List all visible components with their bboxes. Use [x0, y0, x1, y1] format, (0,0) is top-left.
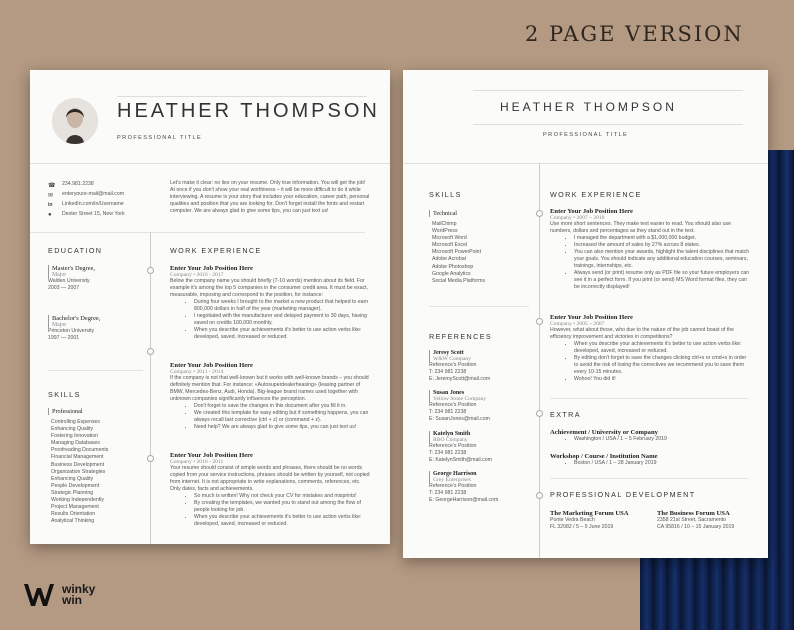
skill-item: Project Management — [51, 504, 99, 511]
section-divider — [30, 232, 365, 233]
timeline-dot — [536, 410, 543, 417]
winkywin-logo-icon — [22, 582, 56, 608]
skill-item: Controlling Expenses — [51, 419, 101, 425]
job-bullet: • When you describe your achievements it's better to use action verbs like: developed, saved, increased or reduced. — [194, 327, 370, 341]
timeline-dot — [147, 348, 154, 355]
section-divider — [550, 478, 748, 479]
extra-heading: EXTRA — [550, 410, 581, 419]
education-heading: EDUCATION — [48, 246, 103, 255]
skill-item: Enhancing Quality — [51, 426, 94, 433]
resume-name: HEATHER THOMPSON — [117, 100, 380, 122]
job-entry: Enter Your Job Position Here Company • 2016 - 2017 Below the company name you should briefly (7-10 words) mention about its field. For example it's among the top 5 companies in the consumer credit area. It must be exact, measurable, imposing and correspond to the position, for instance: • During four weeks I brought to the market a new product that helped to earn 800,000 dollars in half of the year (marketing manager). • I negotiated with the manufacturer and delayed payment to 30 days, having saved on credits 100,000 monthly. • When you describe your achievements it's better to use action verbs like: developed, saved, increased or reduced. — [170, 265, 370, 341]
timeline-dot — [147, 455, 154, 462]
skill-item: Analytical Thinking — [51, 518, 95, 525]
skill-item: Business Development — [51, 461, 105, 468]
skill-item: Financial Management — [51, 454, 104, 461]
skill-item: Microsoft Excel — [432, 242, 468, 249]
section-divider — [48, 370, 143, 371]
job-bullet: • Always send (or print) resume only as PDF file so your future employers can see it in a perfect form. If you print (or send) MS Word format files, they can be incorrectly displayed! — [574, 270, 750, 291]
header-divider — [30, 163, 390, 164]
skills-group-label: Technical — [429, 210, 457, 217]
reference-email: E: GeorgeHarrison@mail.com — [429, 497, 499, 504]
education-entry: Bachelor's Degree, Major Princeton University 1997 — 2001 — [48, 315, 143, 342]
timeline-dot — [536, 492, 543, 499]
extra-entry: Workshop / Course / Institution Name • Boston / USA / 1 – 28 January 2019 — [550, 453, 750, 467]
reference-entry — [429, 390, 529, 423]
pd-entry: The Business Forum USA 2358 21st Street, Sacramento CA 95816 / 10 – 15 January 2019 — [657, 510, 735, 531]
header-rule — [473, 124, 743, 125]
header-rule — [117, 96, 367, 97]
contact-email: ✉ enteryoure-mail@mail.com — [48, 191, 125, 199]
extra-entry: Achievement / University or Company • Washington / USA / 1 – 5 February 2019 — [550, 429, 750, 443]
skill-item: Organization Strategies — [51, 468, 106, 475]
skills-list — [432, 221, 485, 285]
skill-item: Social Media Platforms — [432, 277, 486, 284]
job-bullet: • When you describe your achievements it's better to use action verbs like: developed, saved, increased or reduced. — [574, 341, 750, 355]
pd-entry: The Marketing Forum USA Ponte Vedra Beach FL 32082 / 5 – 5 June 2019 — [550, 510, 629, 531]
timeline-dot — [147, 267, 154, 274]
brand-logo — [22, 582, 95, 608]
contact-block — [48, 180, 125, 220]
reference-phone: T: 234 981 2238 — [429, 369, 467, 376]
resume-page-1 — [30, 70, 390, 544]
reference-company: Grey Enterprises — [429, 477, 529, 483]
contact-address: ● Dexter Street 15, New York — [48, 211, 125, 218]
reference-position: Reference's Position — [429, 482, 477, 489]
summary-text: Let's make it clear: no lies on your resume. Only true information. You will get the job! At once if you don't show your real worthiness – it will be more difficult to do it while interviewing. A resume is your story that includes your education, career path, personal qualities and position that you are looking for. Don't forget install the fonts and restart computer. We are always glad to give some tips, you can just text us! — [170, 180, 370, 215]
reference-entry — [429, 431, 529, 464]
profile-photo — [52, 98, 98, 144]
job-bullet: • I managed the department with a $1,000,000 budget. — [574, 235, 750, 242]
mail-icon: ✉ — [48, 192, 54, 199]
skill-item: Proofreading Documents — [51, 447, 109, 454]
contact-linkedin: in LinkedIn.com/in/Username — [48, 201, 124, 208]
reference-phone: T: 234 981 2238 — [429, 489, 467, 496]
skill-item: Results Orientation — [51, 511, 96, 518]
professional-title: PROFESSIONAL TITLE — [117, 135, 203, 141]
header-rule — [473, 90, 743, 91]
linkedin-icon: in — [48, 202, 53, 208]
job-bullet: • Increased the amount of sales by 27% across 8 states. — [574, 242, 750, 249]
section-divider — [550, 398, 748, 399]
reference-name: Katelyn Smith — [429, 431, 529, 437]
reference-phone: T: 234 981 2238 — [429, 409, 467, 416]
skill-item: Adobe Photoshop — [432, 263, 474, 270]
skills-list — [51, 419, 108, 525]
skill-item: Microsoft Word — [432, 235, 467, 242]
job-entry: Enter Your Job Position Here Company • 2007 – 2010 Use more short sentences. They make text easier to read. You should also use numbers, dollars and percentages as they stand out in the text. • I managed the department with a $1,000,000 budget. • Increased the amount of sales by 27% across 8 states. • You can also mention your awards, highlight the talent disciplines that match your goals. You should indicate any additional education courses, seminars, trainings, internships, etc. • Always send (or print) resume only as PDF file so your future employers can see it in a perfect form. If you print (or send) MS Word format files, they can be incorrectly displayed! — [550, 208, 750, 291]
work-heading: WORK EXPERIENCE — [550, 190, 642, 199]
reference-email: E: KatelynSmith@mail.com — [429, 456, 492, 463]
reference-position: Reference's Position — [429, 362, 477, 368]
skill-item: MailChimp — [432, 221, 457, 227]
section-divider — [429, 306, 529, 307]
job-bullet: • I negotiated with the manufacturer and delayed payment to 30 days, having saved on credits 100,000 monthly. — [194, 313, 370, 327]
reference-email: E: JeremyScott@mail.com — [429, 376, 491, 383]
timeline-line — [150, 232, 151, 544]
professional-title: PROFESSIONAL TITLE — [543, 132, 629, 138]
skill-item: Google Analytics — [432, 270, 471, 277]
skill-item: WordPress — [432, 228, 458, 235]
skills-group-label: Professional — [48, 408, 83, 415]
skill-item: Adobe Acrobat — [432, 256, 467, 263]
job-bullet: • Wohoo! You did it! — [574, 376, 750, 383]
job-bullet: • We created this template for easy editing but if something happens, you can always recall last corrective (ctrl + z) or (command + z). — [194, 410, 370, 424]
reference-position: Reference's Position — [429, 442, 477, 449]
header-divider — [403, 163, 768, 164]
reference-company: Yellow Stone Company — [429, 396, 529, 402]
contact-phone: ☎ 234.981.2238 — [48, 181, 94, 189]
reference-entry — [429, 471, 529, 504]
resume-page-2 — [403, 70, 768, 558]
professional-development-heading: PROFESSIONAL DEVELOPMENT — [550, 490, 696, 499]
job-bullet: • You can also mention your awards, highlight the talent disciplines that match your goals. You should indicate any additional education courses, seminars, trainings, internships, etc. — [574, 249, 750, 270]
job-bullet: • When you describe your achievements it's better to use action verbs like: developed, saved, increased or reduced. — [194, 514, 370, 528]
references-list — [429, 350, 529, 511]
reference-name: Susan Jones — [429, 390, 529, 396]
phone-icon: ☎ — [48, 182, 56, 189]
brand-name-line1: winky — [62, 582, 96, 596]
reference-company: W&W Company — [429, 356, 529, 362]
skill-item: Strategic Planning — [51, 489, 94, 496]
skill-item: Microsoft PowerPoint — [432, 249, 482, 256]
skills-heading: SKILLS — [48, 390, 81, 399]
banner-title: 2 PAGE VERSION — [525, 22, 744, 46]
reference-company: RBO Company — [429, 437, 529, 443]
work-heading: WORK EXPERIENCE — [170, 246, 262, 255]
resume-name: HEATHER THOMPSON — [500, 100, 677, 114]
references-heading: REFERENCES — [429, 332, 493, 341]
brand-name-line2: win — [62, 593, 82, 607]
timeline-dot — [536, 318, 543, 325]
job-entry: Enter Your Job Position Here Company • 2010 - 2011 Your resume should consist of simple words and phrases, there should be no words copied from your service instructions, phrases should be written by yourself, not copied from internet. It is not appropriate to write explanations, comments, references, etc. Only dates, facts and achievements. • So much is written! Why not check your CV for mistakes and misprints! • By creating the templates, we wanted you to stand out among the flow of people looking for job. • When you describe your achievements it's better to use action verbs like: developed, saved, increased or reduced. — [170, 452, 370, 528]
skill-item: Managing Databases — [51, 440, 101, 447]
skill-item: Enhancing Quality — [51, 475, 94, 482]
reference-name: George Harrison — [429, 471, 529, 477]
skills-heading: SKILLS — [429, 190, 462, 199]
job-bullet: • So much is written! Why not check your CV for mistakes and misprints! — [194, 493, 370, 500]
timeline-dot — [536, 210, 543, 217]
education-entry: Master's Degree, Major Walden University 2003 — 2007 — [48, 265, 143, 292]
job-bullet: • By creating the templates, we wanted you to stand out among the flow of people looking for job. — [194, 500, 370, 514]
job-entry: Enter Your Job Position Here Company • 2011 - 2014 If the company is not that well-known but it works with well-known brands – you should definitely mention that. For instance: «Autosuperdealerheasing» (leasing partner of BMW, Mercedes-Benz, Audi, Honda). Big-league brand names used together with unknown companies significantly influences the perception. • Don't forget to save the changes in this document after you fill it in. • We created this template for easy editing but if something happens, you can always recall last corrective (ctrl + z) or (command + z). • Need help? We are always glad to give some tips, you can just text us! — [170, 362, 370, 431]
location-pin-icon: ● — [48, 212, 52, 218]
reference-entry — [429, 350, 529, 383]
reference-phone: T: 234 981 2238 — [429, 449, 467, 456]
skill-item: Working Independently — [51, 497, 104, 504]
job-bullet: • By editing don't forget to save the changes clicking ctrl+s or cmd+s in order to avoid the risk of losing the correctives we recommend you to save them every 10-15 minutes. — [574, 355, 750, 376]
reference-email: E: SusanJones@mail.com — [429, 416, 490, 423]
job-entry: Enter Your Job Position Here Company • 2005 – 2007 However, what about those, who due to the nature of the job cannot boast of the efficiency improvement and victories in competitions? • When you describe your achievements it's better to use action verbs like: developed, saved, increased or reduced. • By editing don't forget to save the changes clicking ctrl+s or cmd+s in order to avoid the risk of losing the correctives we recommend you to save them every 10-15 minutes. • Wohoo! You did it! — [550, 314, 750, 383]
skill-item: Fostering Innovation — [51, 433, 99, 440]
job-bullet: • During four weeks I brought to the market a new product that helped to earn 800,000 dollars in half of the year (marketing manager). — [194, 299, 370, 313]
reference-position: Reference's Position — [429, 402, 477, 409]
job-bullet: • Don't forget to save the changes in this document after you fill it in. — [194, 403, 370, 410]
reference-name: Jeresy Scott — [429, 350, 529, 356]
skill-item: People Development — [51, 482, 100, 489]
job-bullet: • Need help? We are always glad to give some tips, you can just text us! — [194, 424, 370, 431]
